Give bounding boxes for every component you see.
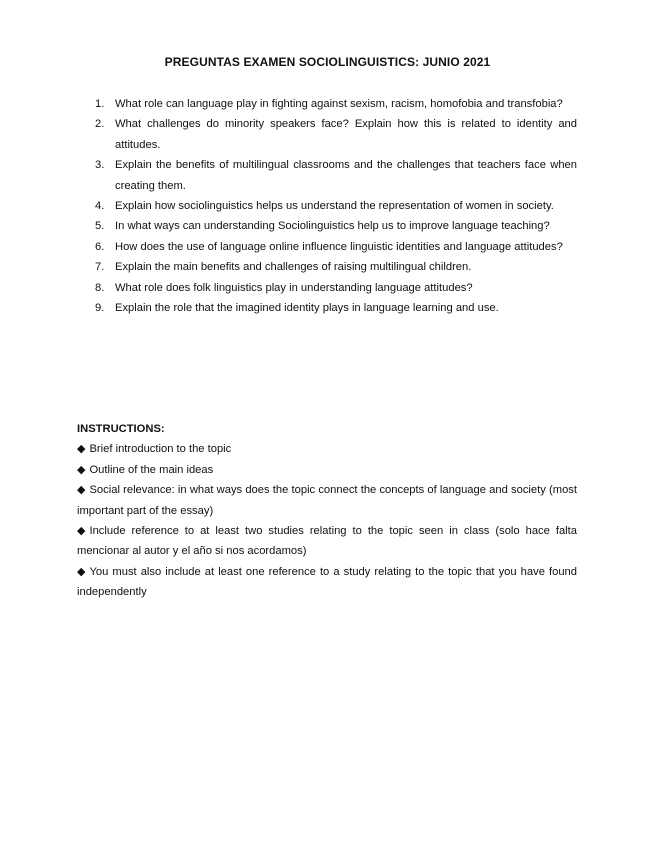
instruction-item	[77, 460, 577, 480]
question-number: 2.	[95, 118, 105, 131]
instruction-item	[77, 521, 577, 562]
list-item	[90, 94, 577, 114]
diamond-bullet-icon: ◆	[77, 463, 86, 476]
list-item	[90, 114, 577, 155]
question-text: Explain how sociolinguistics helps us understand the representation of women in society.	[115, 200, 554, 213]
question-list	[90, 94, 577, 318]
question-number: 1.	[95, 98, 105, 110]
question-text: What challenges do minority speakers face? Explain how this is related to identity and attitudes.	[115, 118, 577, 151]
list-item	[90, 278, 577, 298]
question-number: 6.	[95, 240, 105, 253]
list-item	[90, 155, 577, 196]
diamond-bullet-icon: ◆	[77, 443, 86, 456]
instructions-heading: INSTRUCTIONS:	[77, 423, 165, 435]
question-number: 8.	[95, 281, 105, 294]
question-number: 4.	[95, 200, 105, 213]
question-text: How does the use of language online influence linguistic identities and language attitudes?	[115, 240, 563, 253]
instructions-section	[77, 419, 577, 603]
instruction-item	[77, 480, 577, 521]
instruction-text: Include reference to at least two studies relating to the topic seen in class (solo hace falta mencionar al autor y el año si nos acordamos)	[77, 525, 577, 558]
question-text: In what ways can understanding Sociolinguistics help us to improve language teaching?	[115, 220, 550, 233]
question-text: Explain the role that the imagined identity plays in language learning and use.	[115, 302, 499, 315]
question-number: 7.	[95, 261, 105, 274]
list-item	[90, 237, 577, 257]
instruction-text: Outline of the main ideas	[89, 463, 214, 476]
instruction-text: Social relevance: in what ways does the topic connect the concepts of language and society (most important part of the essay)	[77, 484, 577, 517]
diamond-bullet-icon: ◆	[77, 565, 86, 578]
list-item	[90, 196, 577, 216]
instruction-item	[77, 439, 577, 459]
question-text: Explain the benefits of multilingual classrooms and the challenges that teachers face when creating them.	[115, 159, 577, 192]
question-text: Explain the main benefits and challenges of raising multilingual children.	[115, 261, 472, 274]
diamond-bullet-icon: ◆	[77, 484, 86, 497]
question-number: 9.	[95, 302, 105, 315]
list-item	[90, 216, 577, 236]
question-number: 3.	[95, 159, 105, 172]
question-number: 5.	[95, 220, 105, 233]
question-text: What role does folk linguistics play in understanding language attitudes?	[115, 281, 473, 294]
question-text: What role can language play in fighting against sexism, racism, homofobia and transfobia?	[115, 98, 563, 110]
list-item	[90, 257, 577, 277]
instruction-item	[77, 562, 577, 603]
page-title: PREGUNTAS EXAMEN SOCIOLINGUISTICS: JUNIO 2021	[164, 55, 491, 69]
list-item	[90, 298, 577, 318]
instruction-text: You must also include at least one reference to a study relating to the topic that you have found independently	[77, 565, 577, 599]
instruction-text: Brief introduction to the topic	[89, 443, 232, 456]
diamond-bullet-icon: ◆	[77, 525, 86, 538]
